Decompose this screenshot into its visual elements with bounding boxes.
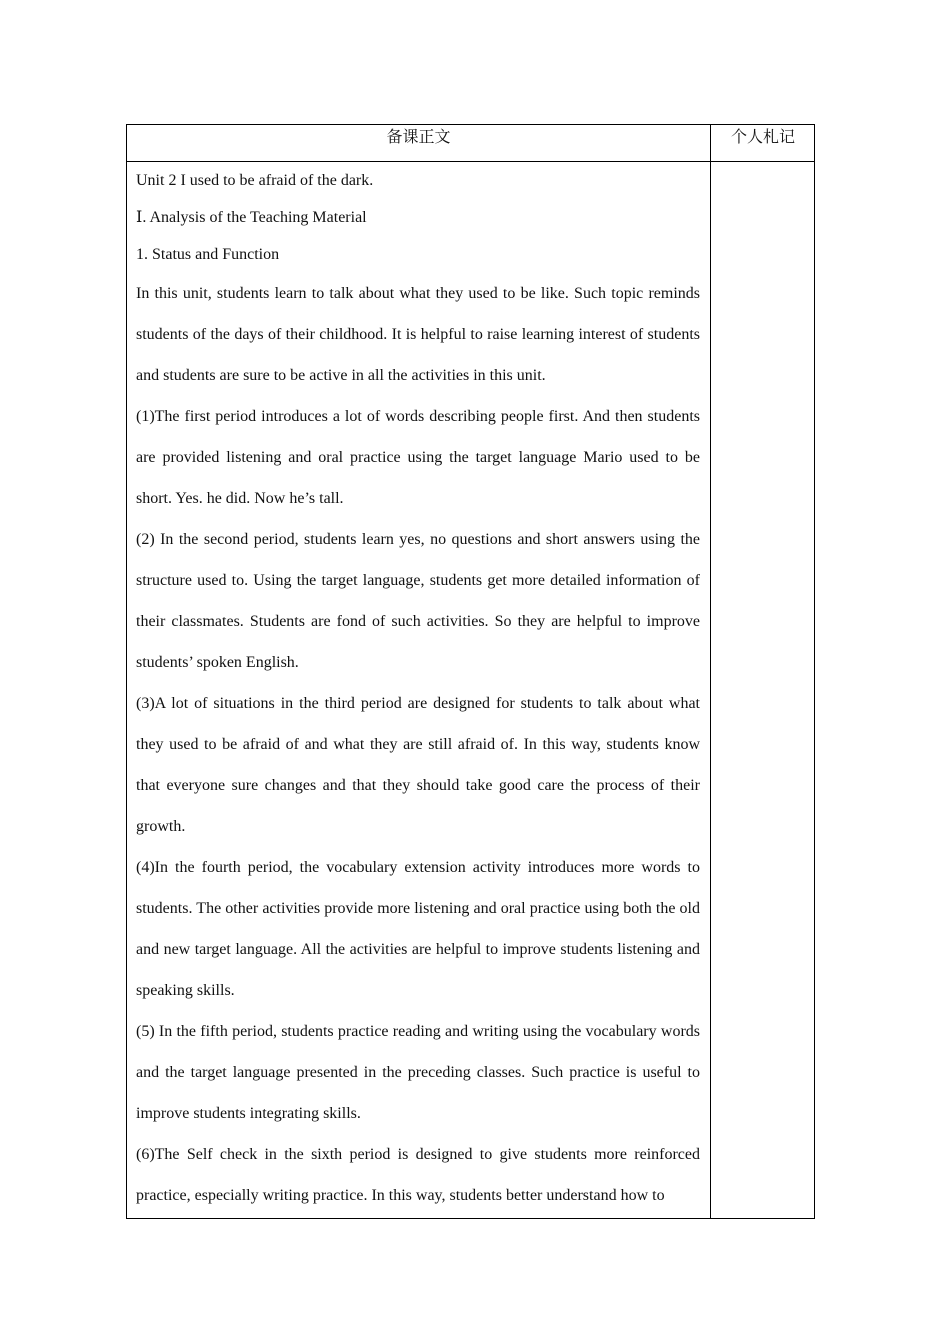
notes-column-header: 个人札记 xyxy=(730,129,795,146)
period-3-paragraph: (3)A lot of situations in the third period are designed for students to talk about what they used to be afraid of and what they are still afraid of. In this way, students know that everyone sure changes and that they should take good care the process of their growth. xyxy=(136,695,700,835)
period-4-paragraph: (4)In the fourth period, the vocabulary extension activity introduces more words to students. The other activities provide more listening and oral practice using both the old and new target language. All the activities are helpful to improve students listening and speaking skills. xyxy=(136,859,700,999)
unit-title: Unit 2 I used to be afraid of the dark. xyxy=(136,172,374,189)
period-2-paragraph: (2) In the second period, students learn yes, no questions and short answers using the structure used to. Using the target language, students get more detailed information of their classmates. Students are fond of such activities. So they are helpful to improve students’ spoken English. xyxy=(136,531,700,671)
period-5-paragraph: (5) In the fifth period, students practice reading and writing using the vocabulary words and the target language presented in the preceding classes. Such practice is useful to improve students integrating skills. xyxy=(136,1023,700,1122)
column-divider xyxy=(710,125,711,1218)
subsection-heading: 1. Status and Function xyxy=(136,246,280,263)
main-column-header: 备课正文 xyxy=(386,129,451,146)
period-1-paragraph: (1)The first period introduces a lot of words describing people first. And then students are provided listening and oral practice using the target language Mario used to be short. Yes. he did. Now he’s tall. xyxy=(136,408,700,507)
intro-paragraph: In this unit, students learn to talk about what they used to be like. Such topic reminds students of the days of their childhood. It is helpful to raise learning interest of students and students are sure to be active in all the activities in this unit. xyxy=(136,285,700,384)
lesson-plan-table xyxy=(126,124,815,1219)
section-heading: Ⅰ. Analysis of the Teaching Material xyxy=(136,209,367,226)
period-6-paragraph: (6)The Self check in the sixth period is designed to give students more reinforced practice, especially writing practice. In this way, students better understand how to xyxy=(136,1146,700,1204)
lesson-content xyxy=(136,162,700,1216)
